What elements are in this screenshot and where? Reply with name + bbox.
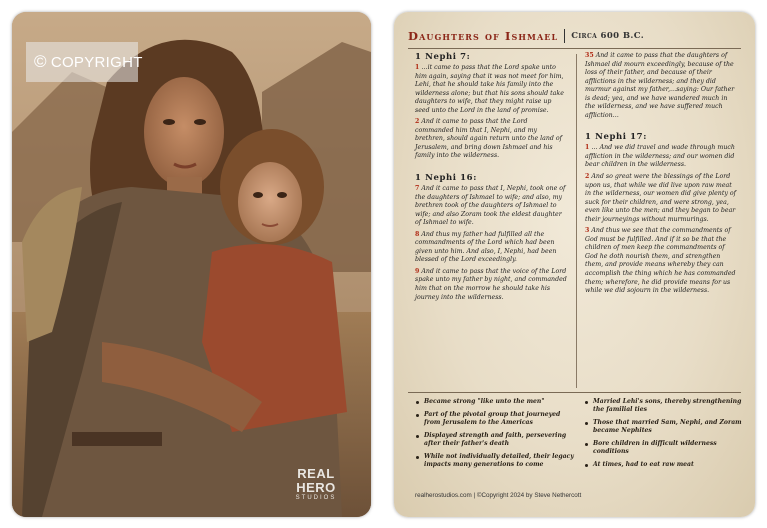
card-header [408, 25, 644, 47]
scripture-reference: 1 Nephi 16: [415, 173, 477, 184]
verse-text: … And we did travel and wade through much affliction in the wilderness; and our women did bear children in the wilderness. [585, 144, 735, 169]
card-title: Daughters of Ishmael [408, 29, 559, 43]
mother-child-illustration [12, 12, 371, 517]
scripture-reference: 1 Nephi 17: [585, 132, 647, 143]
verse-text: And thus my father had fulfilled all the commandments of the Lord which had been given unto him. And also, I, Nephi, had been blessed of the Lord exceedingly. [415, 230, 557, 264]
verse [415, 118, 567, 161]
verse-number: 2 [415, 118, 420, 126]
verse-number: 9 [415, 267, 420, 275]
verse-text: And it came to pass that the daughters of Ishmael did mourn exceedingly, because of the loss of their father, and because of their afflictions in the wilderness; and they did murmur against my father,…saying: Our father is dead; yea, and we have wandered much in the wilderness, and we have suffered much affliction… [585, 52, 735, 119]
verse [585, 227, 737, 295]
verse-number: 7 [415, 185, 420, 193]
verse-number: 8 [415, 230, 420, 238]
list-item: Displayed strength and faith, persevering after their father's death [416, 432, 576, 448]
verse-text: And it came to pass that the Lord commanded him that I, Nephi, and my brethren, should again return unto the land of Jerusalem, and bring down Ishmael and his family into the wilderness. [415, 118, 562, 160]
header-separator [564, 29, 565, 43]
verse [415, 185, 567, 228]
verse [585, 173, 737, 224]
traits-list-left [416, 398, 576, 474]
verse [415, 231, 567, 265]
copyright-label: COPYRIGHT [50, 53, 143, 71]
scripture-reference: 1 Nephi 7: [415, 52, 471, 62]
verse-number: 1 [415, 64, 420, 71]
traits-list-right [585, 398, 745, 474]
verse [585, 52, 737, 120]
verse-text: And it came to pass that the voice of the Lord spake unto my father by night, and commanded him that on the morrow he should take his journey into the wilderness. [415, 267, 567, 301]
verse-number: 1 [585, 144, 590, 152]
list-item: Married Lehi's sons, thereby strengthening the familial ties [585, 398, 745, 414]
list-item: Those that married Sam, Nephi, and Zoram became Nephites [585, 419, 745, 435]
logo-line1: REAL HERO [296, 466, 336, 495]
logo-line2: STUDIOS [295, 495, 337, 501]
verse-number: 2 [585, 173, 590, 181]
card-date: Circa 600 B.C. [571, 31, 645, 41]
verse-text: And thus we see that the commandments of God must be fulfilled. And if it so be that the children of men keep the commandments of God he doth nourish them, and strengthen them, and provide means whereby they can accomplish the thing which he has commanded them; wherefore, he did provide means for us while we did sojourn in the wilderness. [585, 227, 736, 295]
header-rule [408, 48, 741, 49]
list-item: Bore children in difficult wilderness conditions [585, 440, 745, 456]
scripture-column-right [585, 52, 737, 299]
card-footer: realherostudios.com | ©Copyright 2024 by Steve Nethercott [415, 492, 582, 499]
list-item: At times, had to eat raw meat [585, 461, 745, 469]
verse [585, 144, 737, 170]
studio-logo [280, 467, 352, 501]
verse-number: 35 [585, 52, 594, 59]
verse-text: …it came to pass that the Lord spake unto him again, saying that it was not meet for him, Lehi, that he should take his family into the wilderness alone; but that his sons should take daughters to wife, that they might raise up seed unto the Lord in the land of promise. [415, 64, 564, 114]
bullets-rule [408, 392, 741, 393]
portrait-card [12, 12, 371, 517]
column-divider [576, 54, 577, 388]
verse-number: 3 [585, 227, 590, 235]
verse-text: And it came to pass that I, Nephi, took one of the daughters of Ishmael to wife; and also, my brethren took of the daughters of Ishmael to wife; and also Zoram took the eldest daughter of Ishmael to wife. [415, 185, 566, 227]
scripture-card [394, 12, 755, 517]
verse [415, 268, 567, 302]
list-item: Became strong "like unto the men" [416, 398, 576, 406]
scripture-column-left [415, 52, 567, 305]
verse-text: And so great were the blessings of the Lord upon us, that while we did live upon raw meat in the wilderness, our women did give plenty of suck for their children, and were strong, yea, even like unto the men; and they began to bear their journeyings without murmurings. [585, 173, 736, 223]
spacer [415, 164, 567, 173]
list-item: Part of the pivotal group that journeyed from Jerusalem to the Americas [416, 411, 576, 427]
spacer [585, 123, 737, 132]
verse [415, 64, 567, 115]
copyright-symbol: © [34, 52, 47, 71]
list-item: While not individually detailed, their legacy impacts many generations to come [416, 453, 576, 469]
copyright-watermark [26, 42, 143, 82]
